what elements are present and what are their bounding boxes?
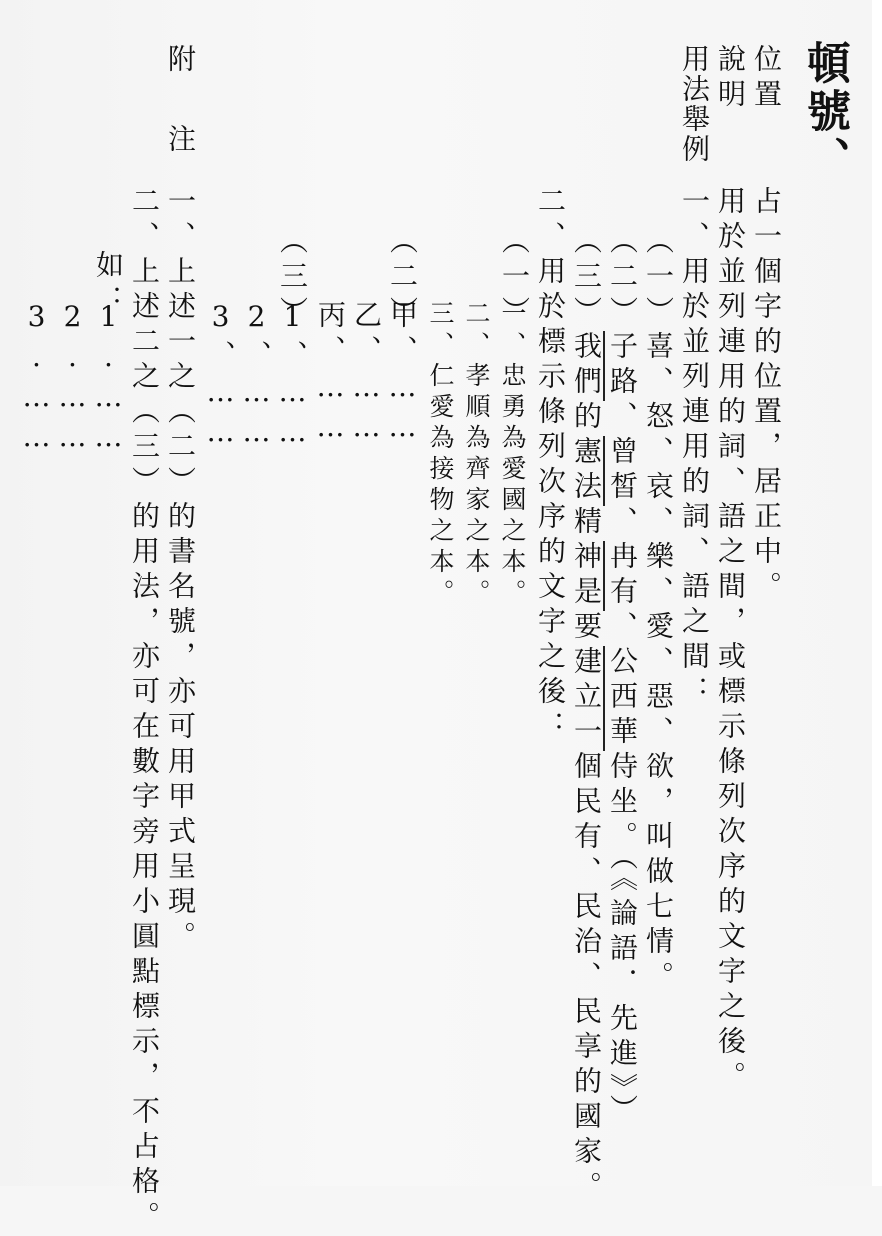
usage2-group1-label: （一） [498, 226, 531, 331]
usage2-group1-item: 一、忠勇為愛國之本。 [498, 300, 527, 610]
proper-name: 曾皙 [603, 436, 639, 506]
position-text: 占一個字的位置，居正中。 [750, 186, 783, 606]
usage2-heading: 二、用於標示條列次序的文字之後： [534, 186, 567, 746]
label-appendix-note: 附注 [164, 44, 197, 204]
proper-name: 子路 [603, 331, 639, 401]
usage2-group1-item: 二、孝順為齊家之本。 [462, 300, 491, 610]
usage1-heading: 一、用於並列連用的詞、語之間： [678, 186, 711, 711]
label-explanation: 說明 [714, 44, 747, 114]
note2-example-item: 2.…… [56, 300, 89, 460]
usage2-group2-item: 甲、…… [386, 300, 419, 450]
note2-example-item: 3.…… [20, 300, 53, 460]
page-title: 頓號、 [799, 40, 850, 184]
label-position: 位置 [750, 44, 783, 114]
proper-name: 公西華 [603, 646, 639, 751]
usage2-group2-item: 丙、…… [314, 300, 347, 450]
usage2-group2-label: （二） [386, 226, 419, 331]
usage2-group3-item: 1、…… [276, 300, 309, 455]
usage2-group2-item: 乙、…… [350, 300, 383, 450]
note2-example-item: 1.…… [92, 300, 125, 460]
usage2-group3-item: 2、…… [240, 300, 273, 455]
usage1-example-2-suffix: 侍坐。（《論語．先進》） [606, 751, 639, 1129]
usage1-example-1: （一）喜、怒、哀、樂、愛、惡、欲，叫做七情。 [642, 226, 675, 996]
usage2-group3-label: （三） [276, 226, 309, 331]
note-1: 一、上述一之（二）的書名號，亦可用甲式呈現。 [164, 186, 197, 956]
label-usage-examples: 用法舉例 [678, 44, 711, 164]
page-edge [872, 0, 882, 1186]
usage1-example-3: （三）我們的憲法精神是要建立一個民有、民治、民享的國家。 [570, 226, 603, 1206]
usage1-example-2: （二）子路、曾皙、冉有、公西華侍坐。（《論語．先進》） [608, 226, 636, 1129]
usage2-group1-item: 三、仁愛為接物之本。 [426, 300, 455, 610]
note2-example-label: 如： [92, 250, 125, 320]
usage1-example-2-prefix: （二） [606, 226, 639, 331]
proper-name: 冉有 [603, 541, 639, 611]
explanation-text: 用於並列連用的詞、語之間，或標示條列次序的文字之後。 [714, 186, 747, 1096]
usage2-group3-item: 3、…… [204, 300, 237, 455]
note-2: 二、上述二之（三）的用法，亦可在數字旁用小圓點標示，不占格。 [128, 186, 161, 1236]
